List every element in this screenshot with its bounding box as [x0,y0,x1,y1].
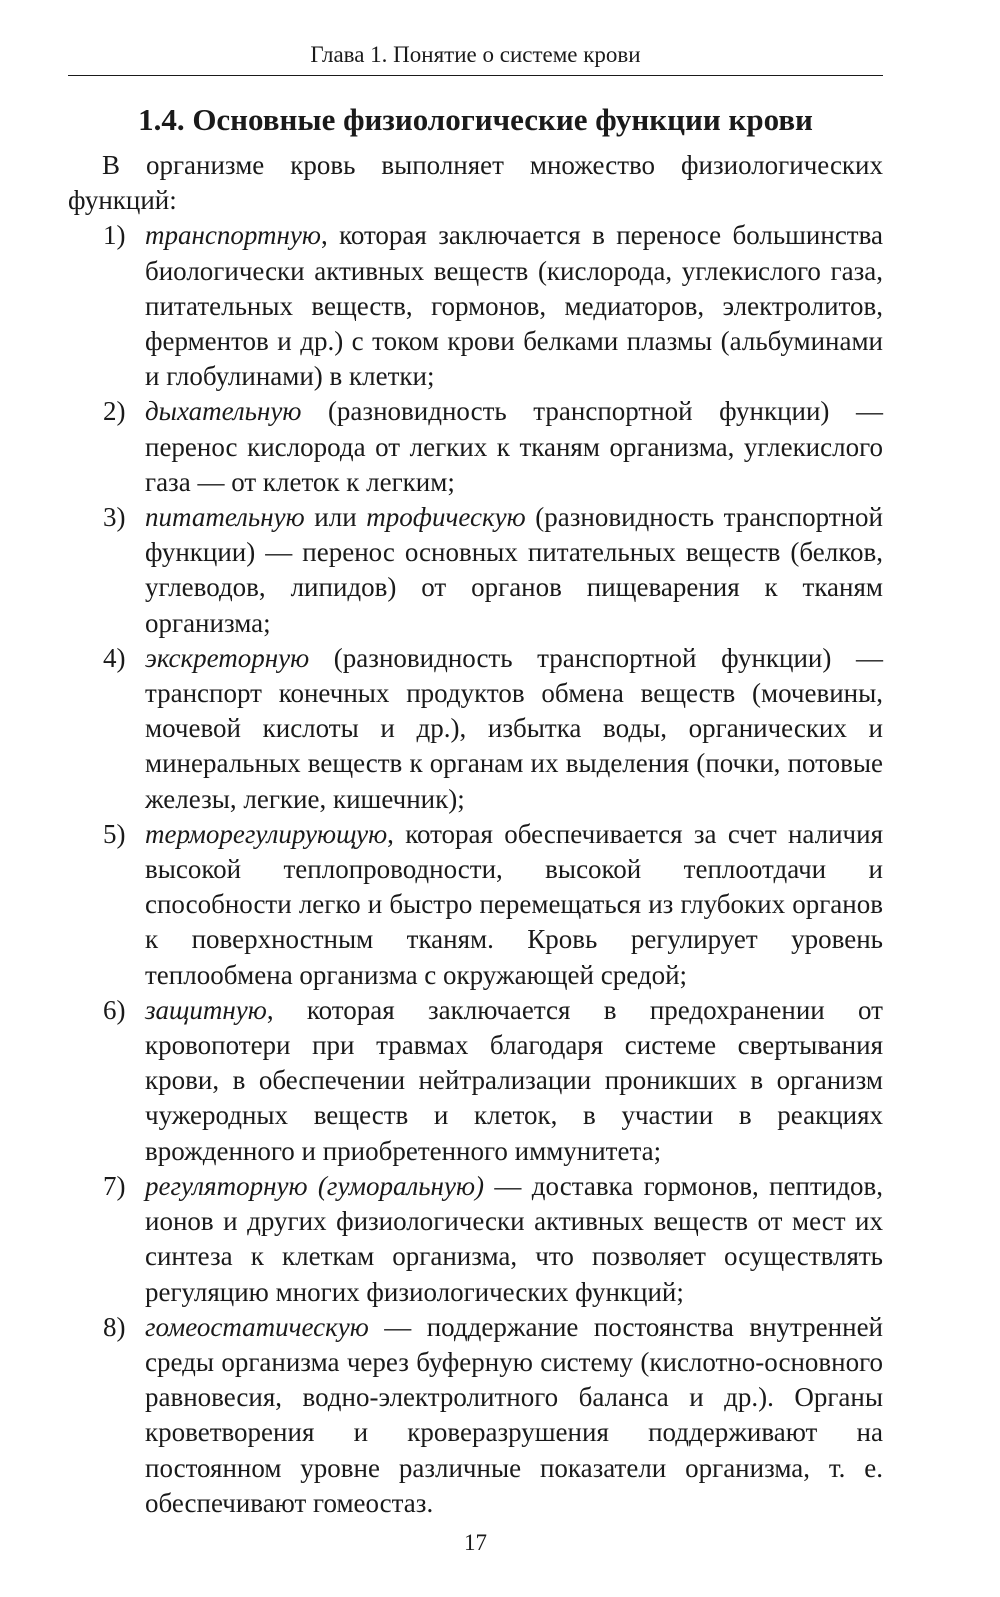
section-title: 1.4. Основные физиологические функции крови [138,102,813,137]
page-number: 17 [464,1530,487,1555]
function-item-excretory [68,641,883,817]
function-item-transport [68,218,883,394]
function-term: дыхательную [145,396,302,427]
functions-list [68,218,883,1521]
function-item-regulatory [68,1169,883,1310]
function-item-homeostatic [68,1310,883,1521]
function-number: 7) [103,1170,126,1201]
body-text [68,148,883,1521]
function-description: (разновидность транспортной функции) — перенос кислорода от легких к тканям организма, углекислого газа — от клеток к легким; [145,396,883,497]
function-description: (разновидность транспортной функции) — транспорт конечных продуктов обмена веществ (мочевины, мочевой кислоты и др.), избытка воды, органических и минеральных веществ к органам их выделения (почки, потовые железы, легкие, кишечник); [145,642,883,814]
function-item-respiratory [68,394,883,500]
function-description: (разновидность транспортной функции) — перенос основных питательных веществ (белков, углеводов, липидов) от органов пищеварения к тканям организма; [145,502,883,638]
function-description: — доставка гормонов, пептидов, ионов и других физиологически активных веществ от мест их синтеза к клеткам организма, что позволяет осуществлять регуляцию многих физиологических функций; [145,1170,883,1307]
function-term: питательную [145,502,305,533]
function-description: , которая обеспечивается за счет наличия высокой теплопроводности, высокой теплоотдачи и способности легко и быстро перемещаться из глубоких органов к поверхностным тканям. Кровь регулирует уровень теплообмена организма с окружающей средой; [145,818,883,990]
function-item-protective [68,993,883,1169]
running-head: Глава 1. Понятие о системе крови [310,42,641,67]
function-description: — поддержание постоянства внутренней среды организма через буферную систему (кислотно-основного равновесия, водно-электролитного баланса и др.). Органы кроветворения и кроверазрушения поддерживают на постоянном уровне различные показатели организма, т. е. обеспечивают гомеостаз. [145,1311,883,1518]
function-number: 3) [103,502,126,533]
function-term: экскреторную [145,642,310,673]
intro-paragraph: В организме кровь выполняет множество физиологических функций: [68,150,883,216]
function-number: 4) [103,642,126,673]
function-description: , которая заключается в переносе большинства биологически активных веществ (кислорода, углекислого газа, питательных веществ, гормонов, медиаторов, электролитов, ферментов и др.) с током крови белками плазмы (альбуминами и глобулинами) в клетки; [145,220,883,392]
function-term-alt: трофическую [366,502,526,533]
function-description: , которая заключается в предохранении от кровопотери при травмах благодаря системе свертывания крови, в обеспечении нейтрализации проникших в организм чужеродных веществ и клеток, в участии в реакциях врожденного и приобретенного иммунитета; [145,994,883,1166]
header-rule [68,75,883,76]
function-term: защитную [145,994,267,1025]
function-number: 2) [103,396,126,427]
function-term: регуляторную (гуморальную) [145,1170,484,1201]
function-term: транспортную [145,220,321,251]
function-number: 8) [103,1311,126,1342]
function-term: терморегулирующую [145,818,388,849]
function-number: 5) [103,818,126,849]
function-item-thermoregulatory [68,817,883,993]
function-number: 1) [103,220,126,251]
function-connector: или [304,502,367,533]
function-item-nutritive [68,500,883,641]
function-number: 6) [103,994,126,1025]
function-term: гомеостатическую [145,1311,369,1342]
